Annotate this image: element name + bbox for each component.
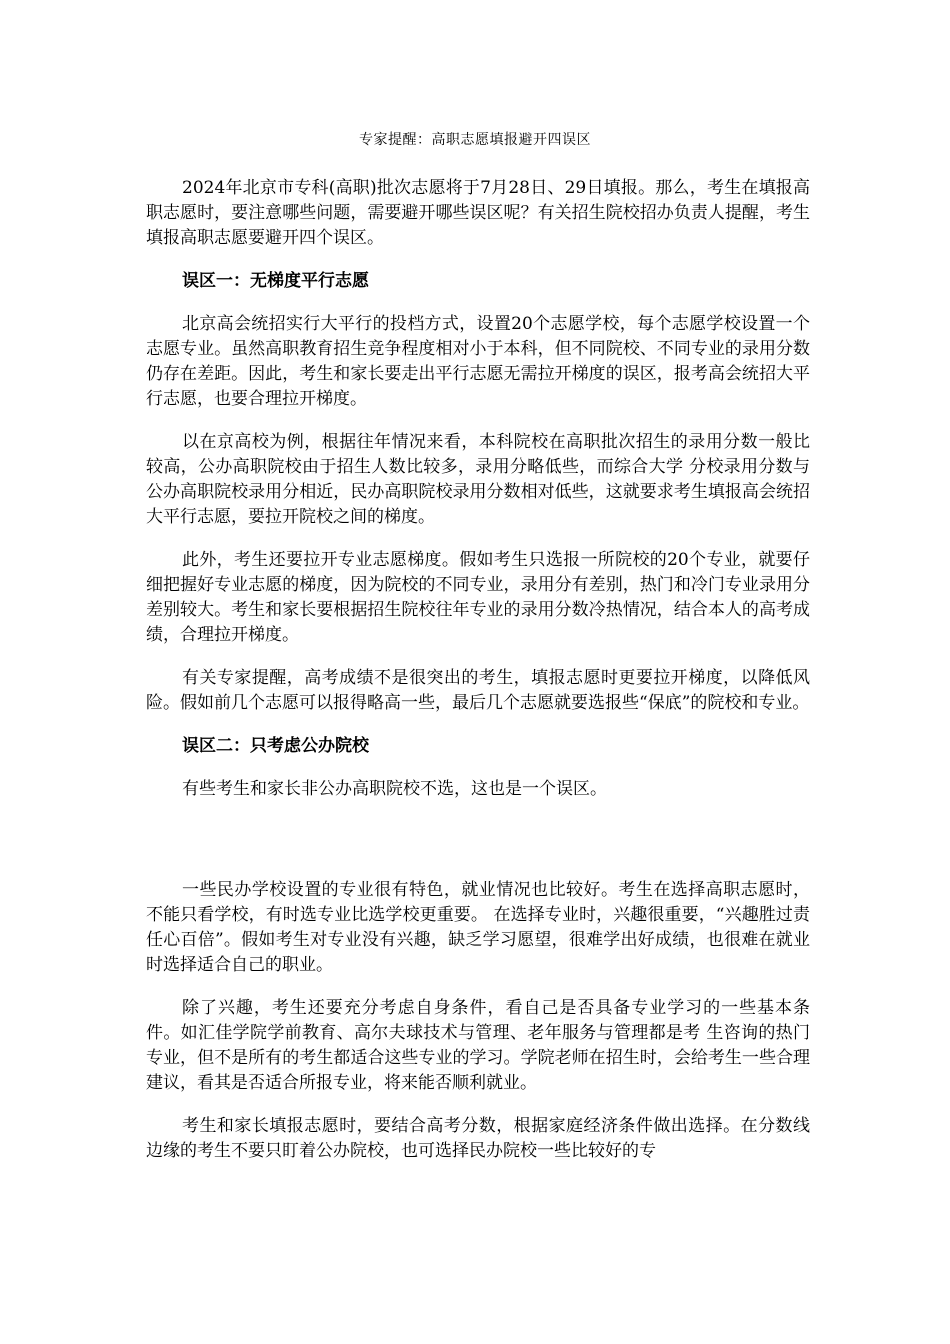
body-paragraph: 北京高会统招实行大平行的投档方式，设置20个志愿学校，每个志愿学校设置一个志愿专业。虽然高职教育招生竞争程度相对小于本科，但不同院校、不同专业的录用分数仍存在差距。因此，考生和家长要走出平行志愿无需拉开梯度的误区，报考高会统招大平行志愿，也要合理拉开梯度。 bbox=[146, 314, 810, 409]
document-title: 专家提醒：高职志愿填报避开四误区 bbox=[359, 132, 591, 148]
blank-spacer bbox=[146, 820, 810, 878]
section-heading-1: 误区一：无梯度平行志愿 bbox=[182, 271, 369, 291]
body-paragraph: 有些考生和家长非公办高职院校不选，这也是一个误区。 bbox=[182, 779, 607, 799]
body-paragraph: 以在京高校为例，根据往年情况来看，本科院校在高职批次招生的录用分数一般比较高，公办高职院校由于招生人数比较多，录用分略低些，而综合大学 分校录用分数与公办高职院校录用分相近，民办高职院校录用分数相对低些，这就要求考生填报高会统招大平行志愿，要拉开院校之间的梯度。 bbox=[146, 432, 810, 527]
body-paragraph: 有关专家提醒，高考成绩不是很突出的考生，填报志愿时更要拉开梯度，以降低风险。假如前几个志愿可以报得略高一些，最后几个志愿就要选报些“保底”的院校和专业。 bbox=[146, 668, 810, 713]
body-paragraph: 考生和家长填报志愿时，要结合高考分数，根据家庭经济条件做出选择。在分数线边缘的考生不要只盯着公办院校，也可选择民办院校一些比较好的专 bbox=[146, 1116, 810, 1161]
body-paragraph: 一些民办学校设置的专业很有特色，就业情况也比较好。考生在选择高职志愿时，不能只看学校，有时选专业比选学校更重要。 在选择专业时，兴趣很重要，“兴趣胜过责任心百倍”。假如考生对专业没有兴趣，缺乏学习愿望，很难学出好成绩，也很难在就业时选择适合自己的职业。 bbox=[146, 880, 810, 975]
intro-paragraph: 2024年北京市专科(高职)批次志愿将于7月28日、29日填报。那么，考生在填报高职志愿时，要注意哪些问题，需要避开哪些误区呢？有关招生院校招办负责人提醒，考生填报高职志愿要避开四个误区。 bbox=[146, 178, 810, 248]
body-paragraph: 除了兴趣，考生还要充分考虑自身条件，看自己是否具备专业学习的一些基本条件。如汇佳学院学前教育、高尔夫球技术与管理、老年服务与管理都是考 生咨询的热门专业，但不是所有的考生都适合这些专业的学习。学院老师在招生时，会给考生一些合理建议，看其是否适合所报专业，将来能否顺利就业。 bbox=[146, 998, 810, 1093]
section-heading-2: 误区二：只考虑公办院校 bbox=[182, 736, 369, 756]
body-paragraph: 此外，考生还要拉开专业志愿梯度。假如考生只选报一所院校的20个专业，就要仔细把握好专业志愿的梯度，因为院校的不同专业，录用分有差别，热门和冷门专业录用分差别较大。考生和家长要根据招生院校往年专业的录用分数冷热情况，结合本人的高考成绩，合理拉开梯度。 bbox=[146, 550, 810, 645]
document-body bbox=[146, 176, 810, 1182]
